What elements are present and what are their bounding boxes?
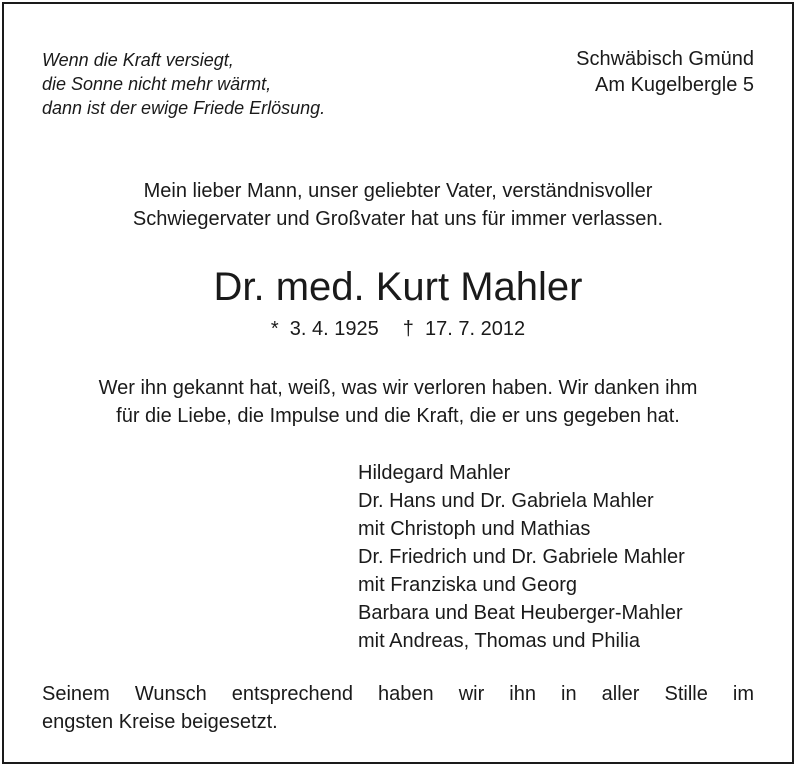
mourners-list (358, 459, 685, 655)
mourner-entry: mit Franziska und Georg (358, 574, 577, 596)
closing-line: Seinem Wunsch entsprechend haben wir ihn in aller Stille im (42, 683, 754, 705)
closing-line: engsten Kreise beigesetzt. (42, 711, 278, 733)
deceased-name: Dr. med. Kurt Mahler (213, 265, 583, 309)
death-symbol: † (402, 318, 414, 340)
address-city: Schwäbisch Gmünd (576, 48, 754, 70)
intro-line: Schwiegervater und Großvater hat uns für immer verlassen. (132, 208, 664, 230)
poem-line: Wenn die Kraft versiegt, (42, 50, 234, 70)
poem-quote (42, 48, 325, 120)
death-date: 17. 7. 2012 (425, 318, 526, 340)
mourner-entry: Hildegard Mahler (358, 462, 511, 484)
tribute-line: für die Liebe, die Impulse und die Kraft, die er uns gegeben hat. (116, 405, 680, 427)
intro-line: Mein lieber Mann, unser geliebter Vater, verständnisvoller (143, 180, 653, 202)
birth-symbol: * (270, 318, 279, 340)
poem-line: dann ist der ewige Friede Erlösung. (42, 98, 326, 118)
mourner-entry: mit Andreas, Thomas und Philia (358, 630, 641, 652)
intro-text (4, 177, 792, 233)
life-dates (4, 316, 792, 342)
address-street: Am Kugelbergle 5 (595, 74, 754, 96)
obituary-notice (2, 2, 794, 764)
mourner-entry: Dr. Hans und Dr. Gabriela Mahler (358, 490, 654, 512)
closing-text (42, 680, 754, 736)
birth-date: 3. 4. 1925 (289, 318, 379, 340)
mourner-entry: Barbara und Beat Heuberger-Mahler (358, 602, 683, 624)
mourner-entry: mit Christoph und Mathias (358, 518, 591, 540)
tribute-text (4, 374, 792, 430)
address-block (576, 46, 754, 98)
poem-line: die Sonne nicht mehr wärmt, (42, 74, 272, 94)
tribute-line: Wer ihn gekannt hat, weiß, was wir verloren haben. Wir danken ihm (98, 377, 698, 399)
mourner-entry: Dr. Friedrich und Dr. Gabriele Mahler (358, 546, 685, 568)
